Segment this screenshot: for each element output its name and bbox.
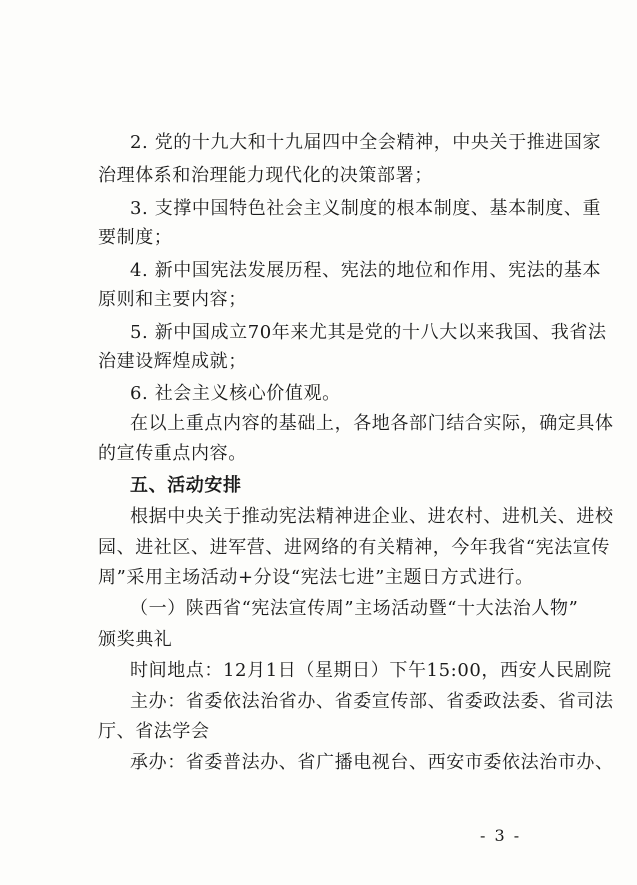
paragraph-focus-line-2: 的宣传重点内容。 (98, 443, 247, 464)
item-5-line-1: 5. 新中国成立70年来尤其是党的十八大以来我国、我省法 (130, 322, 607, 343)
subsection-heading-line-2: 颁奖典礼 (98, 629, 173, 650)
section-heading-activities: 五、活动安排 (130, 475, 242, 496)
item-2-line-1: 2. 党的十九大和十九届四中全会精神，中央关于推进国家 (130, 132, 602, 153)
paragraph-activities-line-1: 根据中央关于推动宪法精神进企业、进农村、进机关、进校 (130, 506, 614, 527)
item-6-line-1: 6. 社会主义核心价值观。 (130, 383, 341, 404)
co-organizer-line-1: 承办：省委普法办、省广播电视台、西安市委依法治市办、 (130, 752, 614, 773)
item-2-line-2: 治理体系和治理能力现代化的决策部署； (98, 165, 433, 186)
item-4-line-2: 原则和主要内容； (98, 289, 247, 310)
page-number: - 3 - (480, 826, 522, 845)
item-3-line-1: 3. 支撑中国特色社会主义制度的根本制度、基本制度、重 (130, 198, 602, 219)
item-4-line-1: 4. 新中国宪法发展历程、宪法的地位和作用、宪法的基本 (130, 260, 602, 281)
item-3-line-2: 要制度； (98, 227, 173, 248)
time-location-line: 时间地点：12月1日（星期日）下午15:00，西安人民剧院 (130, 660, 612, 681)
paragraph-focus-line-1: 在以上重点内容的基础上，各地各部门结合实际，确定具体 (130, 413, 614, 434)
paragraph-activities-line-2: 园、进社区、进军营、进网络的有关精神，今年我省“宪法宣传 (98, 537, 610, 558)
organizer-line-2: 厅、省法学会 (98, 721, 210, 742)
organizer-line-1: 主办：省委依法治省办、省委宣传部、省委政法委、省司法 (130, 691, 614, 712)
paragraph-activities-line-3: 周”采用主场活动+分设“宪法七进”主题日方式进行。 (98, 567, 534, 588)
subsection-heading-line-1: （一）陕西省“宪法宣传周”主场活动暨“十大法治人物” (130, 598, 579, 619)
item-5-line-2: 治建设辉煌成就； (98, 351, 247, 372)
